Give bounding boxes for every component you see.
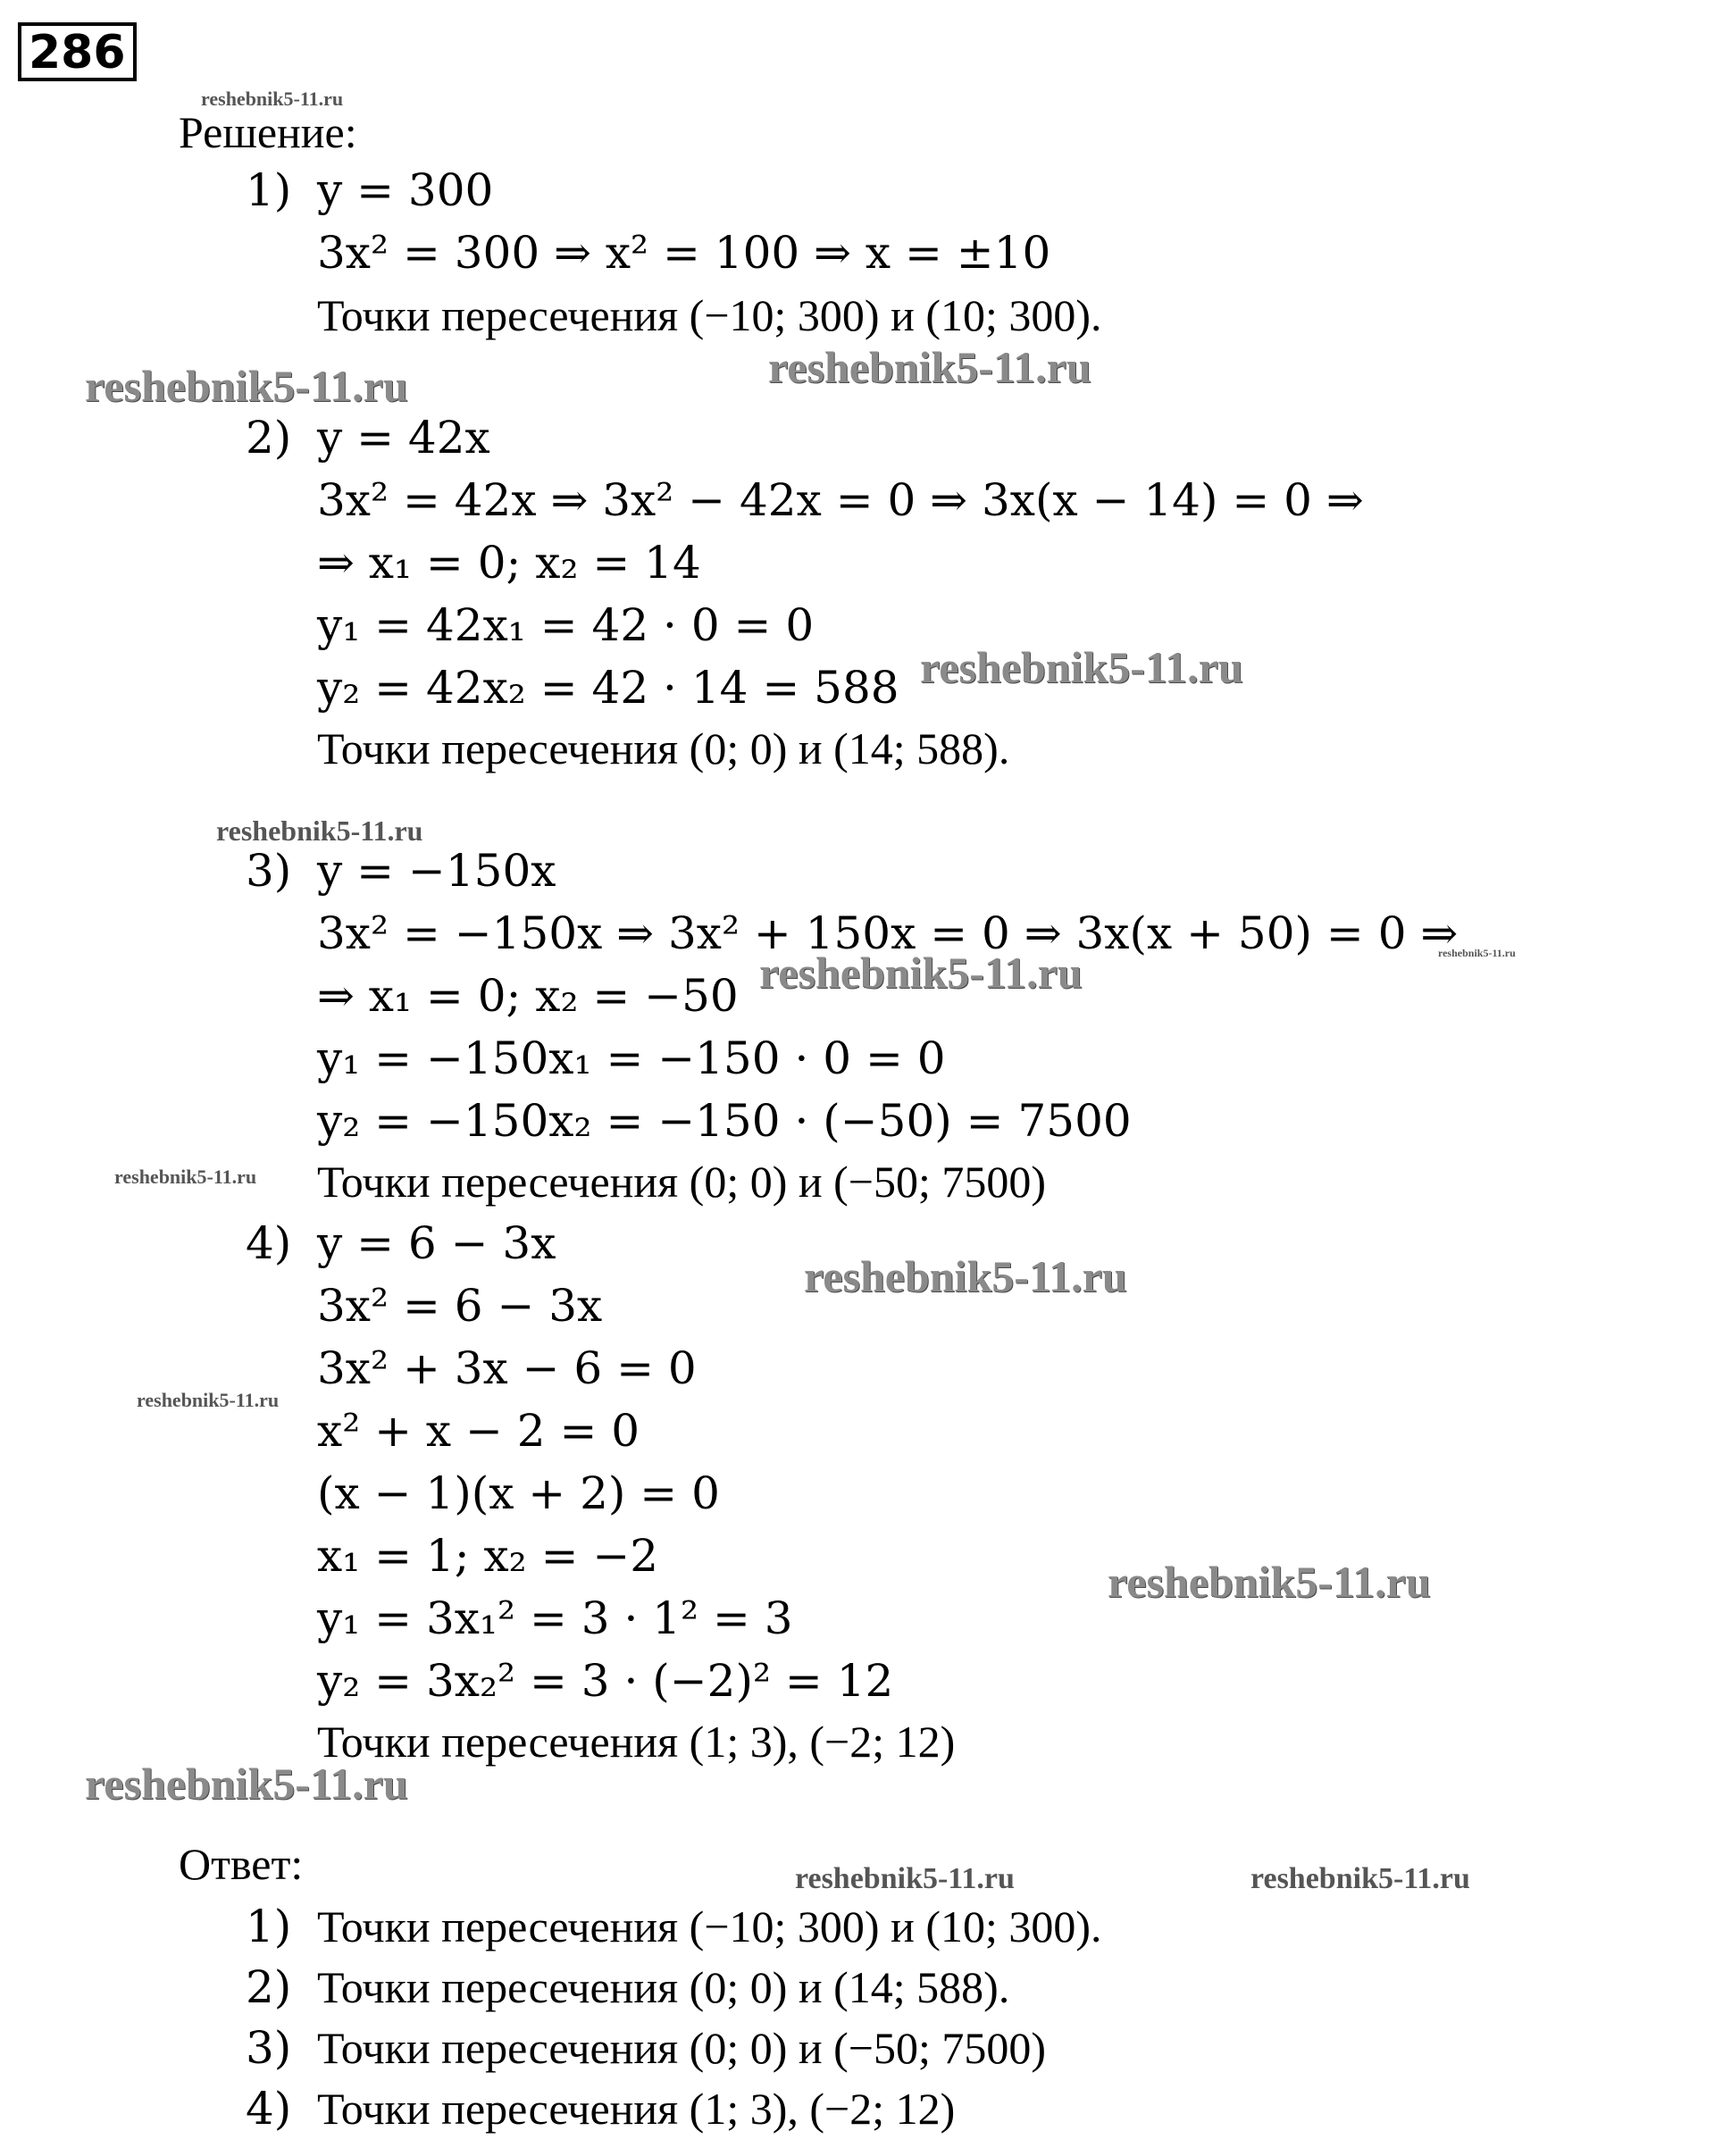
equation-line: 3x² = 42x ⇒ 3x² − 42x = 0 ⇒ 3x(x − 14) = 0 ⇒: [317, 474, 1364, 526]
watermark: reshebnik5-11.ru: [804, 1251, 1127, 1301]
answer-label: 4): [246, 2083, 292, 2135]
equation-line: x² + x − 2 = 0: [317, 1405, 640, 1457]
equation-line: y₁ = 42x₁ = 42 · 0 = 0: [317, 599, 815, 651]
equation-line: (x − 1)(x + 2) = 0: [317, 1467, 720, 1519]
equation-line: y₂ = −150x₂ = −150 · (−50) = 7500: [317, 1095, 1132, 1147]
result-line: Точки пересечения (1; 3), (−2; 12): [317, 1717, 956, 1767]
watermark: reshebnik5-11.ru: [1438, 947, 1516, 959]
answer-heading: Ответ:: [179, 1839, 304, 1889]
watermark: reshebnik5-11.ru: [216, 815, 423, 847]
equation-line: y₁ = −150x₁ = −150 · 0 = 0: [317, 1032, 946, 1084]
watermark: reshebnik5-11.ru: [759, 948, 1083, 998]
result-line: Точки пересечения (0; 0) и (14; 588).: [317, 723, 1010, 773]
equation-line: 3x² = 6 − 3x: [317, 1280, 603, 1332]
equation-line: y = −150x: [317, 845, 556, 897]
watermark: reshebnik5-11.ru: [114, 1166, 257, 1188]
part-label: 1): [246, 164, 292, 216]
result-line: Точки пересечения (−10; 300) и (10; 300).: [317, 290, 1102, 340]
watermark: reshebnik5-11.ru: [85, 1759, 408, 1809]
watermark: reshebnik5-11.ru: [137, 1389, 280, 1411]
watermark: reshebnik5-11.ru: [1108, 1557, 1431, 1607]
equation-line: ⇒ x₁ = 0; x₂ = 14: [317, 537, 701, 589]
equation-line: ⇒ x₁ = 0; x₂ = −50: [317, 970, 739, 1022]
answer-text: Точки пересечения (−10; 300) и (10; 300).: [317, 1901, 1102, 1951]
answer-label: 1): [246, 1901, 292, 1952]
answer-text: Точки пересечения (1; 3), (−2; 12): [317, 2084, 956, 2134]
watermark: reshebnik5-11.ru: [920, 642, 1243, 692]
equation-line: 3x² = −150x ⇒ 3x² + 150x = 0 ⇒ 3x(x + 50) = 0 ⇒: [317, 907, 1459, 959]
equation-line: y₂ = 3x₂² = 3 · (−2)² = 12: [317, 1655, 894, 1707]
watermark: reshebnik5-11.ru: [201, 88, 344, 110]
part-label: 3): [246, 845, 292, 897]
equation-line: y = 6 − 3x: [317, 1217, 556, 1269]
part-label: 4): [246, 1217, 292, 1269]
watermark: reshebnik5-11.ru: [795, 1862, 1015, 1895]
answer-text: Точки пересечения (0; 0) и (−50; 7500): [317, 2023, 1047, 2073]
part-label: 2): [246, 412, 292, 464]
equation-line: y₂ = 42x₂ = 42 · 14 = 588: [317, 662, 899, 714]
watermark: reshebnik5-11.ru: [85, 361, 408, 411]
watermark: reshebnik5-11.ru: [1250, 1862, 1470, 1895]
answer-label: 3): [246, 2022, 292, 2074]
equation-line: y = 300: [317, 164, 494, 216]
equation-line: 3x² = 300 ⇒ x² = 100 ⇒ x = ±10: [317, 227, 1051, 279]
solution-heading: Решение:: [179, 107, 357, 157]
equation-line: y₁ = 3x₁² = 3 · 1² = 3: [317, 1592, 793, 1644]
answer-label: 2): [246, 1961, 292, 2013]
equation-line: x₁ = 1; x₂ = −2: [317, 1530, 659, 1582]
equation-line: y = 42x: [317, 412, 490, 464]
equation-line: 3x² + 3x − 6 = 0: [317, 1342, 697, 1394]
problem-number: 286: [18, 22, 137, 81]
answer-text: Точки пересечения (0; 0) и (14; 588).: [317, 1962, 1010, 2012]
result-line: Точки пересечения (0; 0) и (−50; 7500): [317, 1157, 1047, 1207]
watermark: reshebnik5-11.ru: [768, 342, 1091, 392]
